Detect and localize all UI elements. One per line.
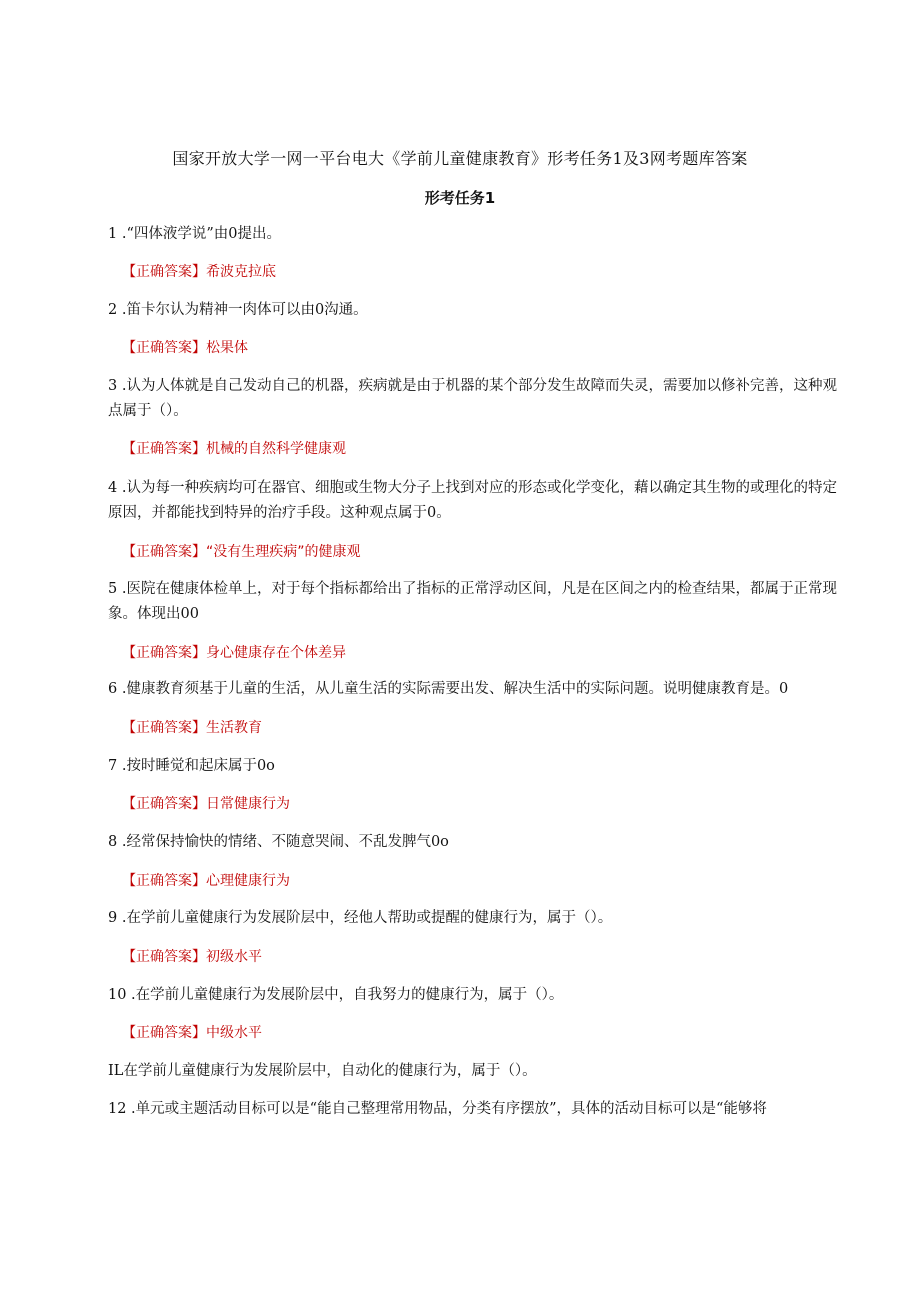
question-7: 7 .按时睡觉和起床属于0o — [108, 758, 275, 774]
question-12: 12 .单元或主题活动目标可以是“能自己整理常用物品，分类有序摆放”，具体的活动目标可以是“能够将 — [108, 1101, 767, 1117]
answer-3 — [122, 438, 346, 460]
answer-8 — [122, 870, 290, 892]
answer-text: 中级水平 — [206, 1025, 262, 1041]
answer-4 — [122, 541, 361, 563]
question-2: 2 .笛卡尔认为精神一肉体可以由0沟通。 — [108, 302, 368, 318]
answer-10 — [122, 1022, 262, 1044]
answer-prefix: 【正确答案】 — [122, 1025, 206, 1041]
question-4: 4 .认为每一种疾病均可在器官、细胞或生物大分子上找到对应的形态或化学变化，藉以确定其生物的或理化的特定原因，并都能找到特异的治疗手段。这种观点属于0。 — [108, 480, 837, 521]
answer-2 — [122, 337, 248, 359]
answer-text: 松果体 — [206, 340, 248, 356]
answer-text: “没有生理疾病”的健康观 — [206, 544, 361, 560]
answer-9 — [122, 946, 262, 968]
section-title: 形考任务1 — [424, 189, 496, 207]
answer-prefix: 【正确答案】 — [122, 441, 206, 457]
answer-prefix: 【正确答案】 — [122, 796, 206, 812]
answer-text: 机械的自然科学健康观 — [206, 441, 346, 457]
answer-prefix: 【正确答案】 — [122, 264, 206, 280]
question-1: 1 .“四体液学说”由0提出。 — [108, 226, 281, 242]
answer-text: 生活教育 — [206, 720, 262, 736]
question-3: 3 .认为人体就是自己发动自己的机器，疾病就是由于机器的某个部分发生故障而失灵，需要加以修补完善，这种观点属于（）。 — [108, 378, 837, 419]
answer-1 — [122, 261, 276, 283]
answer-prefix: 【正确答案】 — [122, 340, 206, 356]
answer-text: 希波克拉底 — [206, 264, 276, 280]
answer-prefix: 【正确答案】 — [122, 720, 206, 736]
answer-text: 初级水平 — [206, 949, 262, 965]
question-6: 6 .健康教育须基于儿童的生活，从儿童生活的实际需要出发、解决生活中的实际问题。说明健康教育是。0 — [108, 681, 789, 697]
question-5: 5 .医院在健康体检单上，对于每个指标都给出了指标的正常浮动区间，凡是在区间之内的检查结果，都属于正常现象。体现出00 — [108, 581, 837, 622]
answer-prefix: 【正确答案】 — [122, 873, 206, 889]
answer-prefix: 【正确答案】 — [122, 949, 206, 965]
answer-text: 身心健康存在个体差异 — [206, 645, 346, 661]
document-title: 国家开放大学一网一平台电大《学前儿童健康教育》形考任务1及3网考题库答案 — [172, 149, 748, 168]
question-11: IL在学前儿童健康行为发展阶层中，自动化的健康行为，属于（）。 — [108, 1063, 537, 1079]
answer-text: 心理健康行为 — [206, 873, 290, 889]
answer-text: 日常健康行为 — [206, 796, 290, 812]
answer-6 — [122, 717, 262, 739]
question-8: 8 .经常保持愉快的情绪、不随意哭闹、不乱发脾气0o — [108, 834, 449, 850]
answer-7 — [122, 793, 290, 815]
answer-prefix: 【正确答案】 — [122, 645, 206, 661]
question-9: 9 .在学前儿童健康行为发展阶层中，经他人帮助或提醒的健康行为，属于（）。 — [108, 910, 613, 926]
answer-5 — [122, 642, 346, 664]
question-10: 10 .在学前儿童健康行为发展阶层中，自我努力的健康行为，属于（）。 — [108, 987, 564, 1003]
answer-prefix: 【正确答案】 — [122, 544, 206, 560]
